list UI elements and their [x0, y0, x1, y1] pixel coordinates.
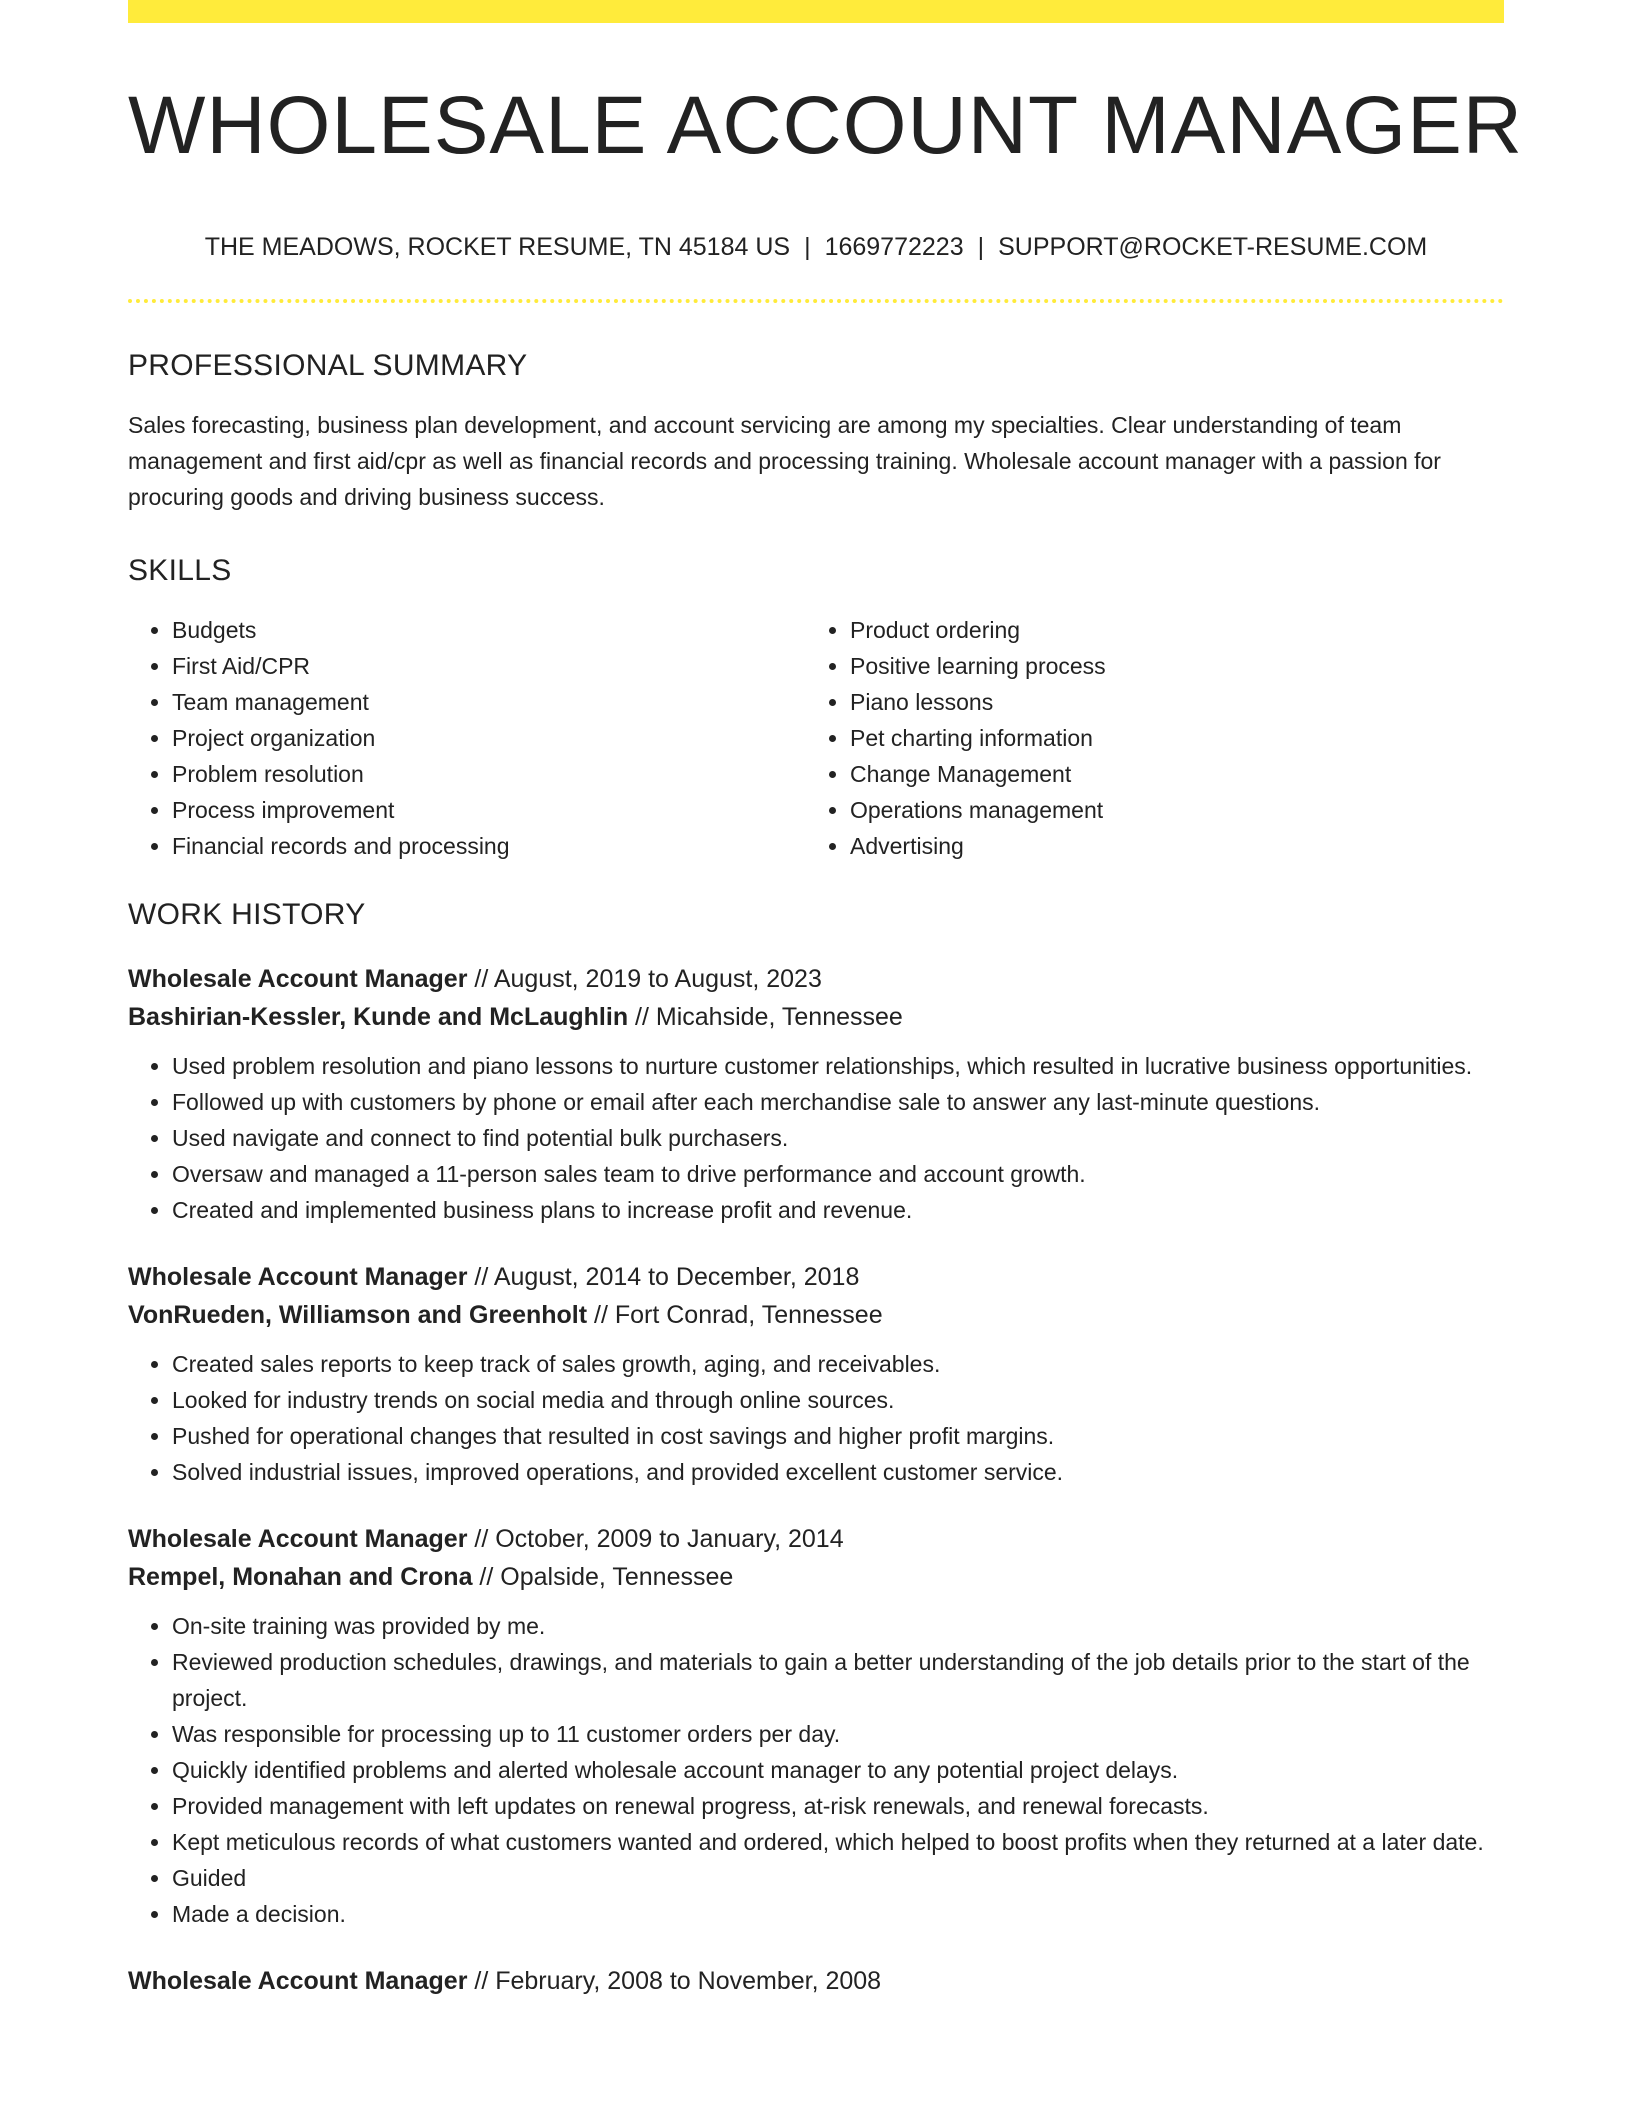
skill-item: • Budgets	[172, 612, 806, 648]
job-dates: // February, 2008 to November, 2008	[467, 1967, 882, 1995]
job-location: // Fort Conrad, Tennessee	[587, 1301, 883, 1329]
job-bullet: • Quickly identified problems and alerted wholesale account manager to any potential project delays.	[172, 1752, 1504, 1788]
job-dates: // August, 2014 to December, 2018	[467, 1263, 860, 1291]
job-company: Bashirian-Kessler, Kunde and McLaughlin	[128, 1003, 629, 1031]
contact-line	[128, 235, 1504, 260]
skills-list	[128, 612, 1504, 864]
skill-item: • Process improvement	[172, 792, 806, 828]
job-company: Rempel, Monahan and Crona	[128, 1563, 473, 1591]
dotted-divider	[128, 299, 1504, 303]
job-title-line	[128, 1962, 1504, 2000]
job-location: // Opalside, Tennessee	[472, 1563, 734, 1591]
job-bullet: • Pushed for operational changes that resulted in cost savings and higher profit margins.	[172, 1418, 1504, 1454]
skill-item: • Piano lessons	[850, 684, 1484, 720]
skill-item: • Team management	[172, 684, 806, 720]
job-title: Wholesale Account Manager	[128, 1967, 468, 1995]
job-bullet: • Used problem resolution and piano lessons to nurture customer relationships, which resulted in lucrative business opportunities.	[172, 1048, 1504, 1084]
skill-item: • Advertising	[850, 828, 1484, 864]
job-bullet: • Oversaw and managed a 11-person sales team to drive performance and account growth.	[172, 1156, 1504, 1192]
skills-column-left	[128, 612, 806, 864]
job-bullet: • Followed up with customers by phone or email after each merchandise sale to answer any last-minute questions.	[172, 1084, 1504, 1120]
job-bullet: • Created sales reports to keep track of sales growth, aging, and receivables.	[172, 1346, 1504, 1382]
skill-item: • Product ordering	[850, 612, 1484, 648]
skills-heading: SKILLS	[128, 554, 232, 587]
skill-item: • Project organization	[172, 720, 806, 756]
job-dates: // October, 2009 to January, 2014	[467, 1525, 844, 1553]
job-title: Wholesale Account Manager	[128, 1263, 468, 1291]
job-title-line	[128, 1520, 1504, 1558]
skill-item: • Financial records and processing	[172, 828, 806, 864]
job-bullet: • Reviewed production schedules, drawings, and materials to gain a better understanding of the job details prior to the start of the project.	[172, 1644, 1504, 1716]
skills-column-right	[806, 612, 1484, 864]
job-company-line	[128, 1296, 1504, 1334]
job-bullets	[128, 1048, 1504, 1228]
skill-item: • Positive learning process	[850, 648, 1484, 684]
job-bullet: • On-site training was provided by me.	[172, 1608, 1504, 1644]
summary-heading: PROFESSIONAL SUMMARY	[128, 349, 528, 382]
job-title-line	[128, 960, 1504, 998]
job-bullet: • Solved industrial issues, improved operations, and provided excellent customer service.	[172, 1454, 1504, 1490]
top-accent-bar	[128, 0, 1504, 23]
resume-page	[128, 0, 1523, 2000]
job-title: Wholesale Account Manager	[128, 965, 468, 993]
skill-item: • Pet charting information	[850, 720, 1484, 756]
job-entry	[128, 1520, 1504, 1932]
job-dates: // August, 2019 to August, 2023	[467, 965, 822, 993]
job-bullet: • Kept meticulous records of what customers wanted and ordered, which helped to boost profits when they returned at a later date.	[172, 1824, 1504, 1860]
contact-separator: |	[977, 233, 985, 261]
job-location: // Micahside, Tennessee	[628, 1003, 903, 1031]
skill-item: • Operations management	[850, 792, 1484, 828]
contact-email[interactable]: SUPPORT@ROCKET-RESUME.COM	[998, 233, 1428, 261]
work-history-heading: WORK HISTORY	[128, 898, 366, 931]
job-title: Wholesale Account Manager	[128, 1525, 468, 1553]
summary-text: Sales forecasting, business plan development, and account servicing are among my specialties. Clear understanding of team management and first aid/cpr as well as financial records and processing training. Wholesale account manager with a passion for procuring goods and driving business success.	[128, 412, 1441, 510]
contact-phone[interactable]: 1669772223	[824, 233, 964, 261]
job-company: VonRueden, Williamson and Greenholt	[128, 1301, 588, 1329]
resume-title: WHOLESALE ACCOUNT MANAGER	[128, 80, 1523, 171]
skill-item: • Problem resolution	[172, 756, 806, 792]
job-company-line	[128, 1558, 1504, 1596]
job-bullet: • Made a decision.	[172, 1896, 1504, 1932]
skill-item: • Change Management	[850, 756, 1484, 792]
job-entry	[128, 1962, 1504, 2000]
job-entry	[128, 1258, 1504, 1490]
job-bullet: • Used navigate and connect to find potential bulk purchasers.	[172, 1120, 1504, 1156]
job-entry	[128, 960, 1504, 1228]
contact-address: THE MEADOWS, ROCKET RESUME, TN 45184 US	[204, 233, 791, 261]
job-title-line	[128, 1258, 1504, 1296]
job-bullet: • Was responsible for processing up to 11 customer orders per day.	[172, 1716, 1504, 1752]
job-bullets	[128, 1608, 1504, 1932]
contact-separator: |	[804, 233, 811, 261]
job-bullets	[128, 1346, 1504, 1490]
job-bullet: • Created and implemented business plans to increase profit and revenue.	[172, 1192, 1504, 1228]
job-bullet: • Provided management with left updates on renewal progress, at-risk renewals, and renewal forecasts.	[172, 1788, 1504, 1824]
job-bullet: • Guided	[172, 1860, 1504, 1896]
job-company-line	[128, 998, 1504, 1036]
skill-item: • First Aid/CPR	[172, 648, 806, 684]
job-bullet: • Looked for industry trends on social media and through online sources.	[172, 1382, 1504, 1418]
